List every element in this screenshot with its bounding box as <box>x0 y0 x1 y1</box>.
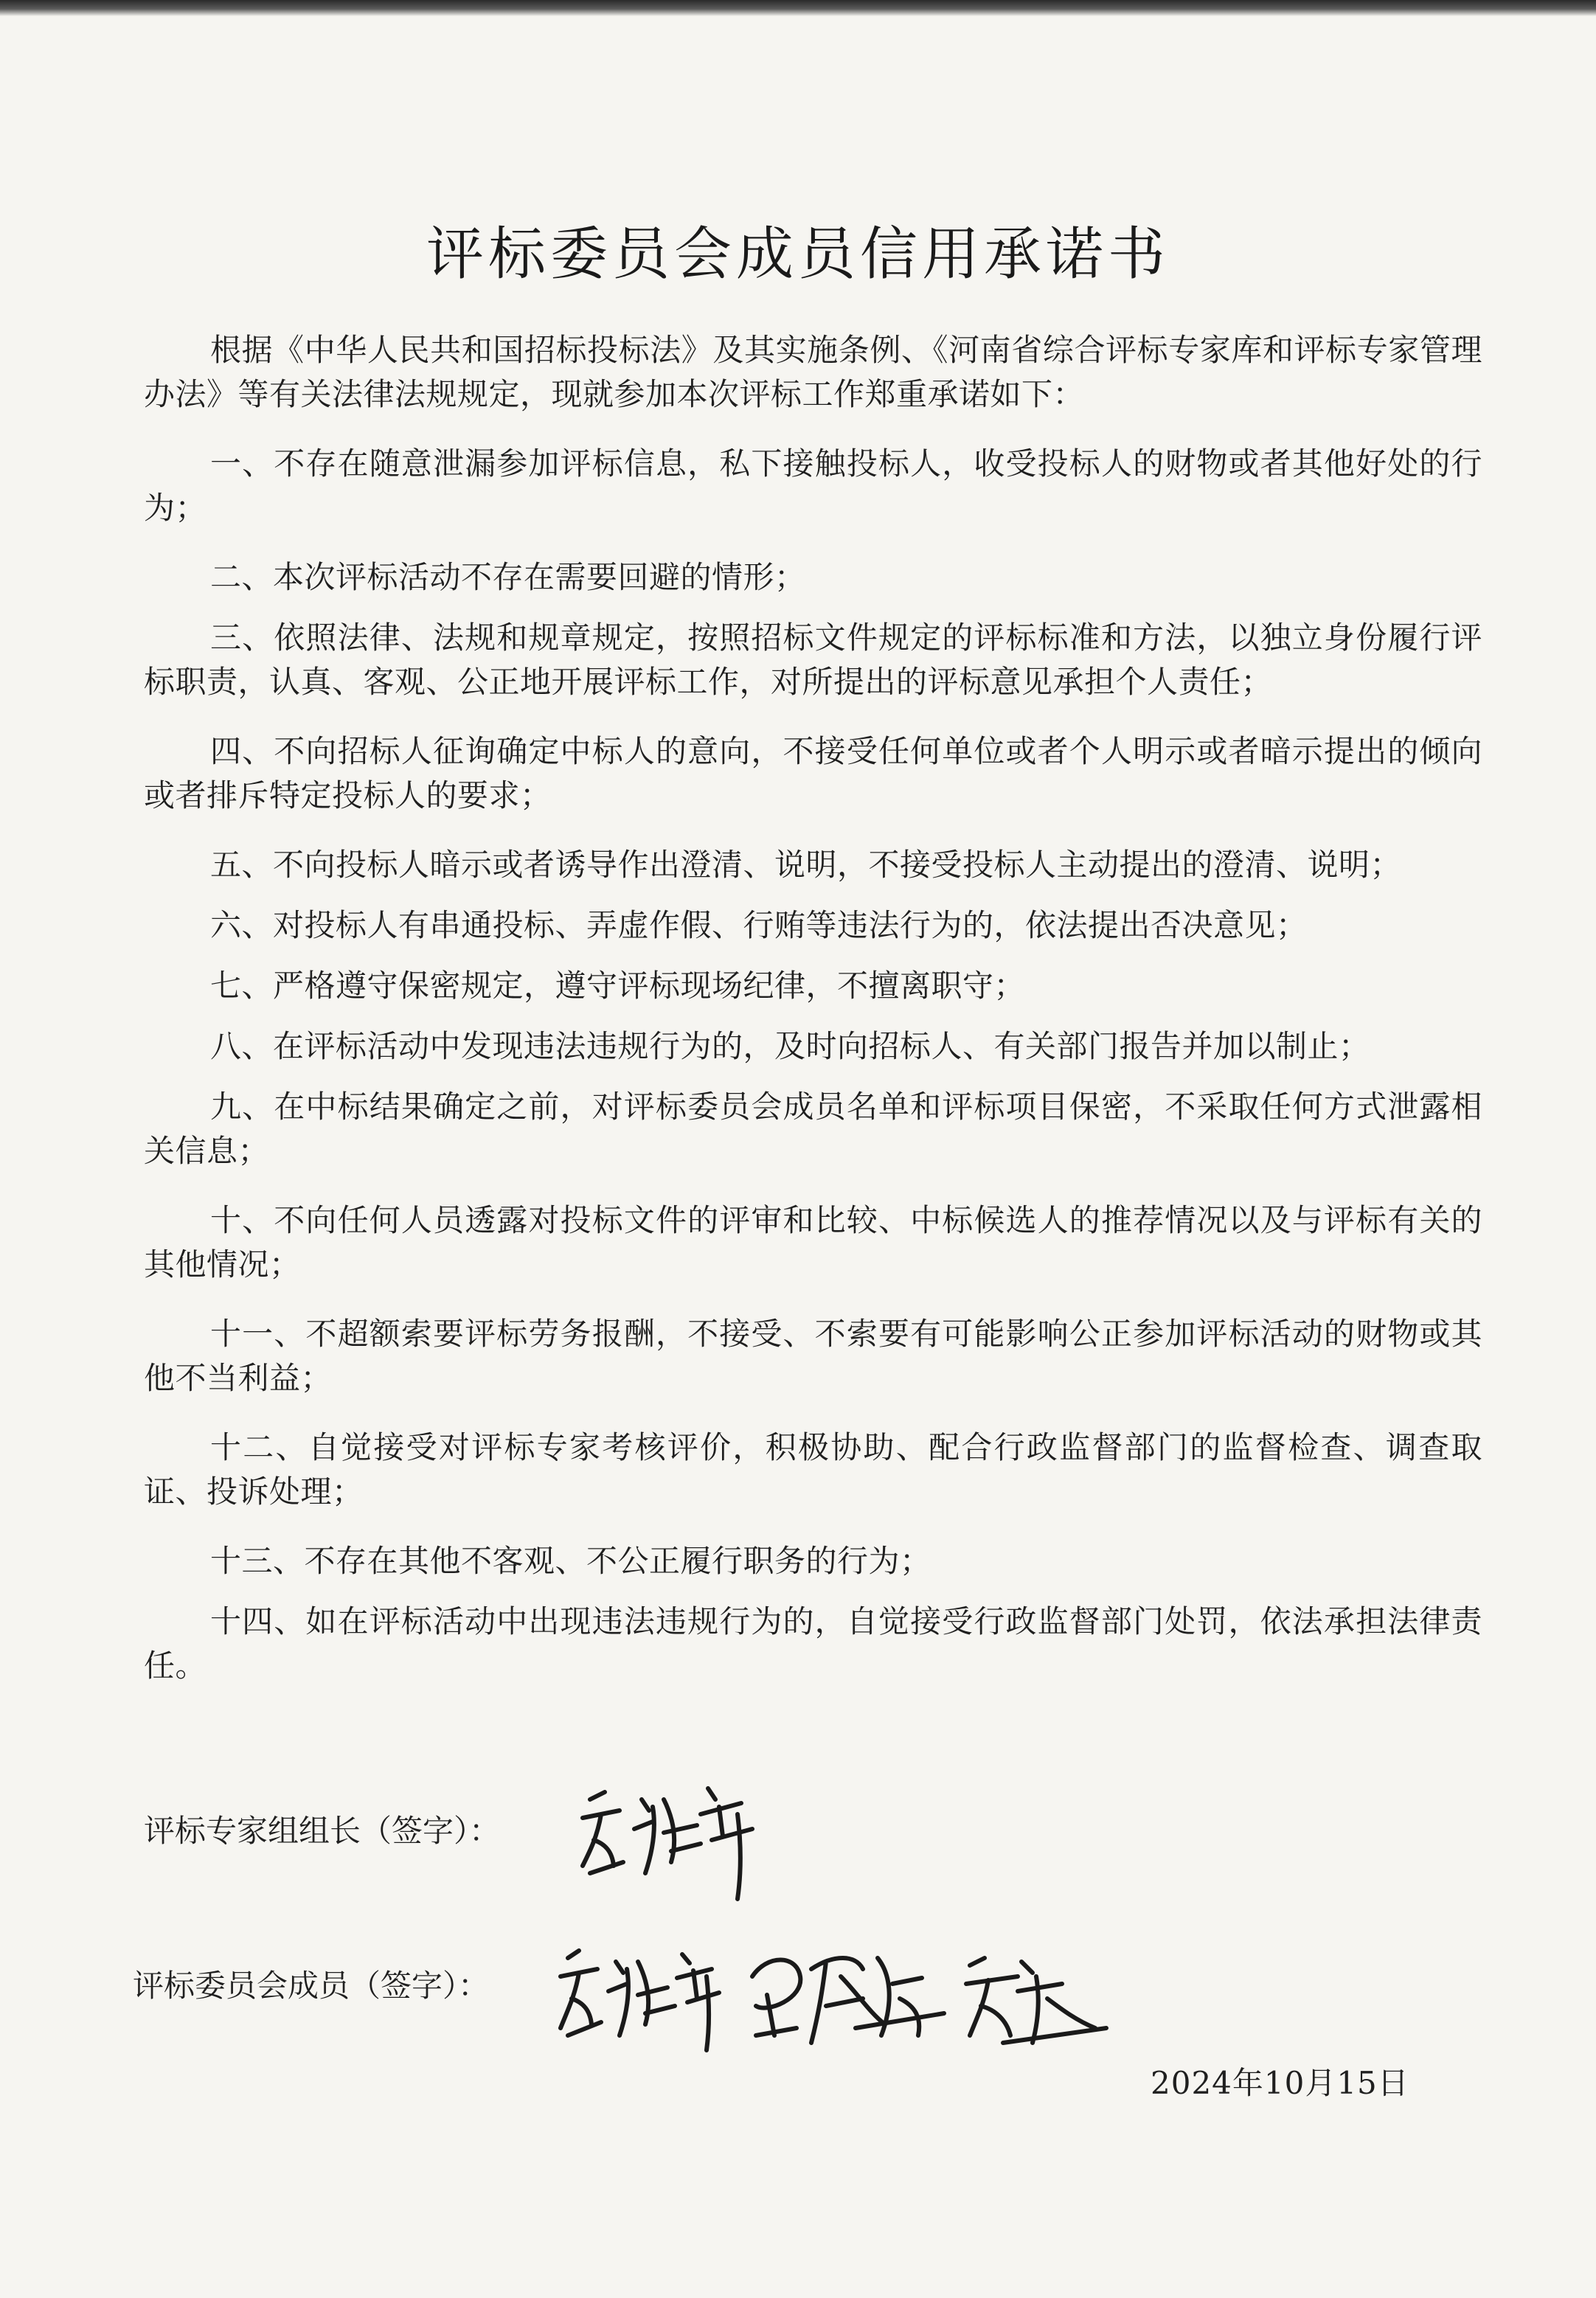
paragraph-5: 五、不向投标人暗示或者诱导作出澄清、说明，不接受投标人主动提出的澄清、说明； <box>210 847 1402 883</box>
document-date: 2024年10月15日 <box>1151 2065 1409 2101</box>
paragraph-8: 八、在评标活动中发现违法违规行为的，及时向招标人、有关部门报告并加以制止； <box>210 1028 1370 1064</box>
paragraph-13: 十三、不存在其他不客观、不公正履行职务的行为； <box>210 1543 931 1579</box>
paragraph-14: 十四、如在评标活动中出现违法违规行为的，自觉接受行政监督部门处罚，依法承担法律责任。 <box>144 1603 1482 1684</box>
paragraph-10: 十、不向任何人员透露对投标文件的评审和比较、中标候选人的推荐情况以及与评标有关的其他情况； <box>144 1202 1482 1282</box>
paragraph-preamble: 根据《中华人民共和国招标投标法》及其实施条例、《河南省综合评标专家库和评标专家管理办法》等有关法律法规规定，现就参加本次评标工作郑重承诺如下： <box>144 332 1482 412</box>
member-signature-icon <box>546 1925 1128 2065</box>
paragraph-2: 二、本次评标活动不存在需要回避的情形； <box>210 559 806 595</box>
paragraph-1: 一、不存在随意泄漏参加评标信息，私下接触投标人，收受投标人的财物或者其他好处的行为； <box>144 445 1482 526</box>
leader-signature-icon <box>561 1770 782 1910</box>
members-signature-row <box>133 1962 489 2008</box>
paragraph-11: 十一、不超额索要评标劳务报酬，不接受、不索要有可能影响公正参加评标活动的财物或其他不当利益； <box>144 1316 1482 1396</box>
paragraph-9: 九、在中标结果确定之前，对评标委员会成员名单和评标项目保密，不采取任何方式泄露相关信息； <box>144 1089 1482 1169</box>
document-title: 评标委员会成员信用承诺书 <box>426 221 1170 288</box>
paragraph-6: 六、对投标人有串通投标、弄虚作假、行贿等违法行为的，依法提出否决意见； <box>210 907 1308 943</box>
paragraph-7: 七、严格遵守保密规定，遵守评标现场纪律，不擅离职守； <box>210 968 1026 1004</box>
document-body <box>144 328 1482 1713</box>
paragraph-3: 三、依照法律、法规和规章规定，按照招标文件规定的评标标准和方法，以独立身份履行评标职责，认真、客观、公正地开展评标工作，对所提出的评标意见承担个人责任； <box>144 619 1482 700</box>
leader-signature-label: 评标专家组组长（签字）： <box>144 1813 501 1849</box>
members-signature-label: 评标委员会成员（签字）： <box>133 1968 490 2004</box>
paragraph-4: 四、不向招标人征询确定中标人的意向，不接受任何单位或者个人明示或者暗示提出的倾向或者排斥特定投标人的要求； <box>144 733 1482 813</box>
paragraph-12: 十二、自觉接受对评标专家考核评价，积极协助、配合行政监督部门的监督检查、调查取证、投诉处理； <box>144 1429 1482 1510</box>
leader-signature-row <box>144 1807 500 1853</box>
